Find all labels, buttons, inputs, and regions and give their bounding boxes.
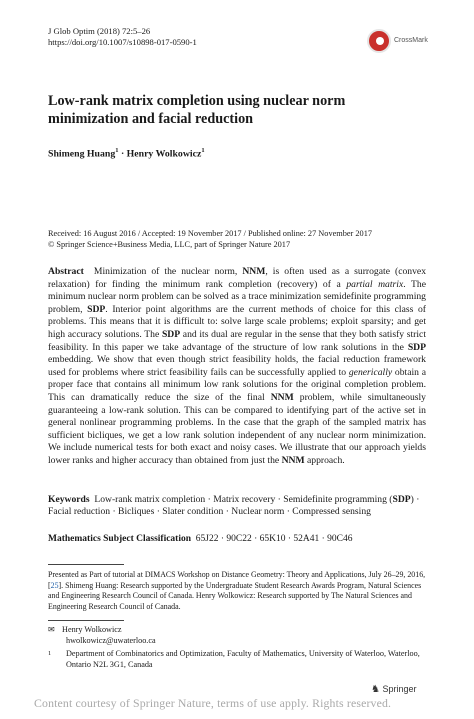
abstract-term: SDP: [87, 303, 106, 315]
article-title: Low-rank matrix completion using nuclear norm minimization and facial reduction: [48, 93, 346, 127]
copyright-line: © Springer Science+Business Media, LLC, part of Springer Nature 2017: [48, 240, 291, 249]
author-separator: ·: [118, 148, 127, 160]
envelope-icon: ✉: [48, 625, 55, 634]
footnote-text: Presented as Part of tutorial at DIMACS Workshop on Distance Geometry: Theory and Applications, July 26–29, 2016, [: [48, 570, 426, 590]
footnote: [48, 570, 428, 612]
abstract: [48, 266, 426, 468]
contact-name: Henry Wolkowicz: [62, 625, 122, 634]
publication-history: [48, 228, 438, 250]
keywords-text: Low-rank matrix completion · Matrix recovery · Semidefinite programming (: [94, 494, 393, 505]
msc-label: Mathematics Subject Classification: [48, 534, 192, 544]
publisher-name: Springer: [382, 684, 417, 694]
corresponding-author: [48, 624, 156, 646]
springer-horse-icon: ♞: [371, 684, 380, 695]
footnote-divider: [48, 564, 124, 565]
footnote-text: ]. Shimeng Huang: Research supported by the Undergraduate Student Research Awards Program, Natural Sciences and Engineering Research Council of Canada. Henry Wolkowicz: Research supported by The Natural Sciences and Engineering Research Council of Canada.: [48, 580, 422, 611]
affiliation-text: Department of Combinatorics and Optimization, Faculty of Mathematics, University of Waterloo, Waterloo, Ontario N2L 3G1, Canada: [66, 649, 420, 669]
keywords-label: Keywords: [48, 494, 90, 505]
abstract-text: obtain a proper face that contains all minimum low rank solutions for the original completion problem. This can dramatically reduce the size of the final: [48, 366, 426, 403]
citation-link[interactable]: 25: [50, 580, 59, 590]
journal-header: [48, 26, 197, 48]
affiliation: [48, 648, 428, 670]
date-line: Received: 16 August 2016 / Accepted: 19 November 2017 / Published online: 27 November 2017: [48, 229, 372, 238]
abstract-text: . Interior point algorithms are the current methods of choice for this class of problems. This means that it is difficult to: solve large scale problems; exploit sparsity; and get high accuracy solutions. The: [48, 303, 426, 340]
contact-email[interactable]: hwolkowicz@uwaterloo.ca: [66, 636, 156, 645]
affiliation-marker: 1: [115, 147, 119, 154]
abstract-emphasis: partial matrix: [346, 278, 404, 290]
crossmark-badge[interactable]: [367, 29, 437, 57]
abstract-label: Abstract: [48, 266, 84, 277]
msc-classification: [48, 534, 426, 544]
keywords: [48, 494, 426, 519]
abstract-text: Minimization of the nuclear norm,: [93, 266, 243, 277]
crossmark-logo-icon: [367, 29, 391, 53]
doi-link[interactable]: https://doi.org/10.1007/s10898-017-0590-1: [48, 37, 197, 47]
courtesy-watermark: Content courtesy of Springer Nature, terms of use apply. Rights reserved.: [34, 696, 392, 710]
affiliation-number: 1: [48, 650, 52, 657]
journal-citation: J Glob Optim (2018) 72:5–26: [48, 26, 151, 36]
abstract-text: , is often used as a surrogate (convex relaxation) for finding the minimum rank completion (recovery) of a: [48, 266, 427, 290]
abstract-text: approach.: [304, 454, 345, 466]
author-name: Henry Wolkowicz: [126, 148, 202, 160]
abstract-text: problem, while simultaneously guaranteeing a low-rank solution. This can be compared to identifying part of the active set in general nonlinear programming problems. In the case that the graph of the sampled matrix has sufficient bicliques, we get a low rank solution independent of any nuclear norm minimization. We include numerical tests for both exact and noisy cases. We illustrate that our approach yields lower ranks and higher accuracy than obtained from just the: [48, 391, 426, 466]
abstract-term: NNM: [242, 266, 266, 277]
abstract-text: . The minimum nuclear norm problem can be solved as a trace minimization semidefinite programming problem,: [48, 278, 426, 315]
affiliation-marker: 1: [201, 147, 205, 154]
abstract-term: SDP: [407, 341, 426, 353]
msc-codes: 65J22 · 90C22 · 65K10 · 52A41 · 90C46: [195, 534, 353, 544]
author-name: Shimeng Huang: [48, 148, 116, 160]
springer-logo: [371, 684, 417, 695]
abstract-text: and its dual are regular in the sense that they both satisfy strict feasibility. In this paper we take advantage of the structure of low rank solutions in the: [48, 328, 426, 353]
keywords-text: ) · Facial reduction · Bicliques · Slater condition · Nuclear norm · Compressed sensing: [48, 494, 420, 518]
author-line: [48, 147, 205, 159]
abstract-term: SDP: [161, 328, 181, 340]
abstract-text: embedding. We show that even though strict feasibility holds, the facial reduction framework used for problems where strict feasibility fails can be successfully applied to: [48, 354, 426, 378]
crossmark-label: CrossMark: [394, 37, 428, 44]
contact-divider: [48, 620, 124, 621]
abstract-term: NNM: [281, 454, 305, 466]
keywords-term: SDP: [392, 494, 411, 505]
abstract-emphasis: generically: [348, 366, 393, 378]
abstract-term: NNM: [270, 391, 294, 403]
